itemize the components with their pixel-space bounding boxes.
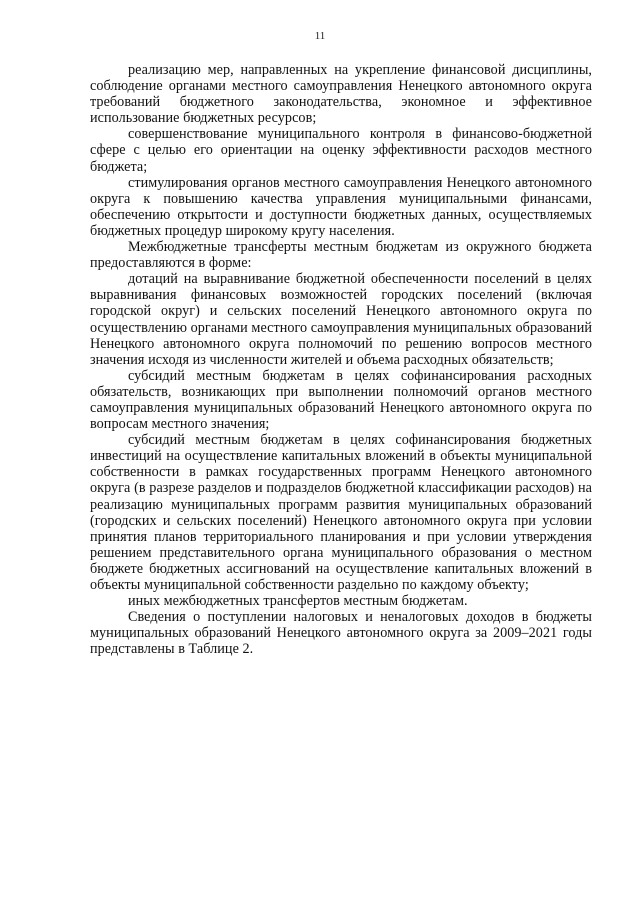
paragraph: реализацию мер, направленных на укрепление финансовой дисциплины, соблюдение органами местного самоуправления Ненецкого автономного округа требований бюджетного законодательства, экономное и эффективное использование бюджетных ресурсов; — [90, 62, 592, 127]
paragraph: иных межбюджетных трансфертов местным бюджетам. — [128, 593, 468, 610]
paragraph: Сведения о поступлении налоговых и неналоговых доходов в бюджеты муниципальных образований Ненецкого автономного округа за 2009–2021 годы представлены в Таблице 2. — [90, 609, 592, 658]
paragraph: совершенствование муниципального контроля в финансово-бюджетной сфере с целью его ориентации на оценку эффективности расходов местного бюджета; — [90, 126, 592, 175]
paragraph: дотаций на выравнивание бюджетной обеспеченности поселений в целях выравнивания финансовых возможностей городских поселений (включая городской округ) и сельских поселений Ненецкого автономного округа по осуществлению органами местного самоуправления муниципальных образований Ненецкого автономного округа полномочий по решению вопросов местного значения исходя из численности жителей и объема расходных обязательств; — [90, 271, 592, 368]
page-number: 11 — [314, 30, 326, 42]
body-text — [90, 62, 592, 657]
paragraph: Межбюджетные трансферты местным бюджетам из окружного бюджета предоставляются в форме: — [90, 239, 592, 272]
paragraph: субсидий местным бюджетам в целях софинансирования расходных обязательств, возникающих при выполнении полномочий органов местного самоуправления муниципальных образований Ненецкого автономного округа по вопросам местного значения; — [90, 367, 592, 433]
paragraph: субсидий местным бюджетам в целях софинансирования бюджетных инвестиций на осуществление капитальных вложений в объекты муниципальной собственности в рамках государственных программ Ненецкого автономного округа (в разрезе разделов и подразделов бюджетной классификации расходов) на реализацию муниципальных программ развития муниципальных образований (городских и сельских поселений) Ненецкого автономного округа при условии принятия планов территориального планирования и при условии утверждения решением представительного органа муниципального образования о местном бюджете бюджетных ассигнований на осуществление капитальных вложений в объекты муниципальной собственности раздельно по каждому объекту; — [90, 432, 592, 593]
paragraph: стимулирования органов местного самоуправления Ненецкого автономного округа к повышению качества управления муниципальными финансами, обеспечению открытости и доступности бюджетных данных, осуществляемых бюджетных процедур широкому кругу населения. — [90, 174, 592, 239]
